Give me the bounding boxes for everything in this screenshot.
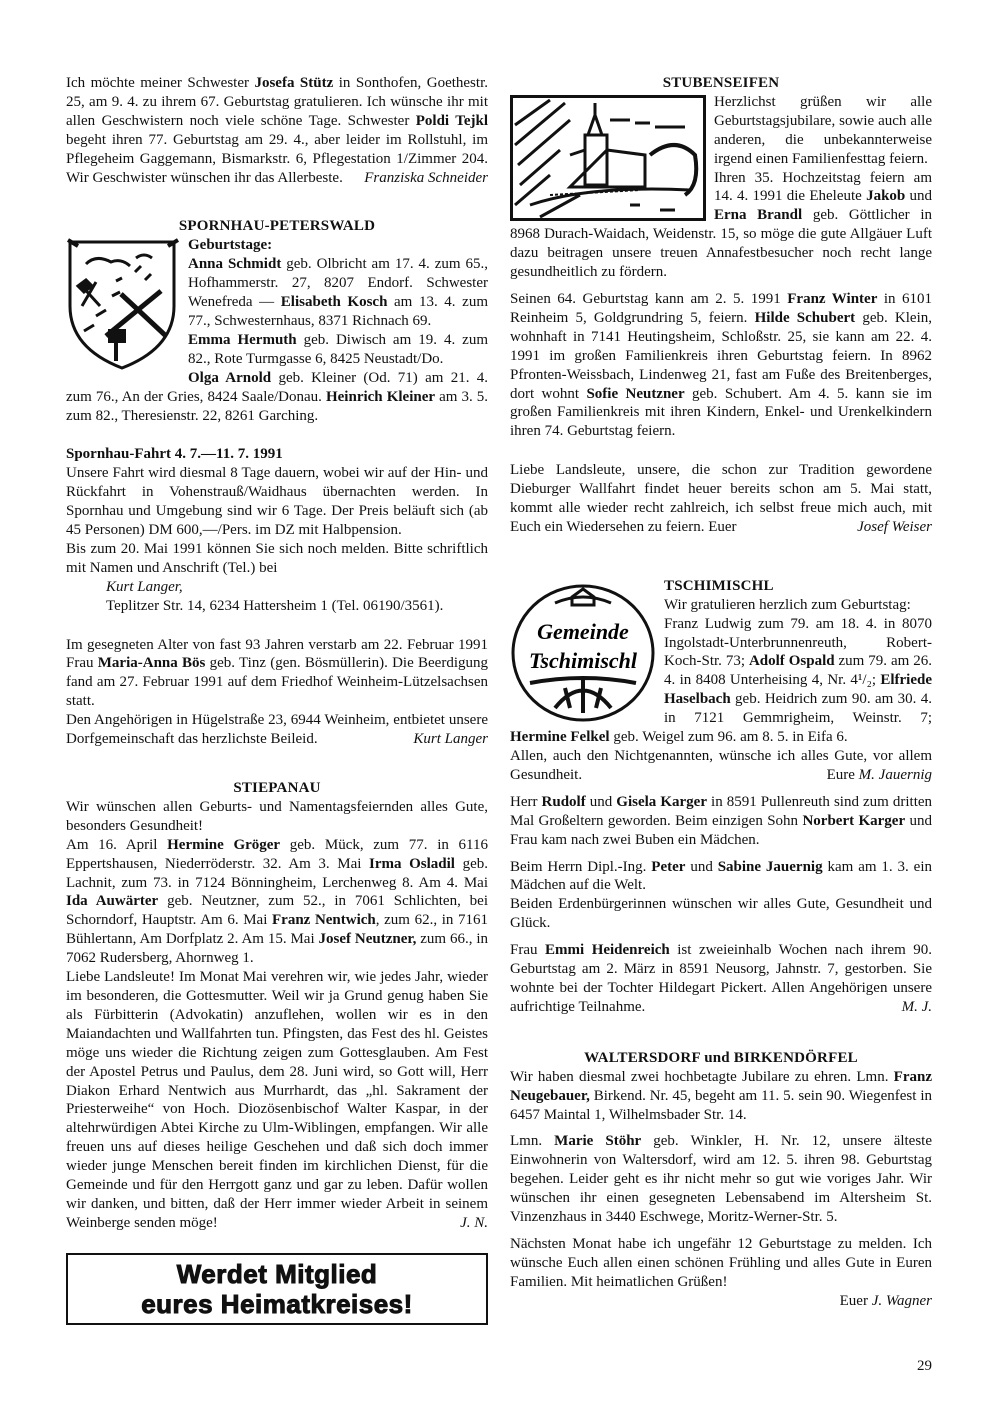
- section-heading-stubenseifen: STUBENSEIFEN: [662, 75, 780, 91]
- person-name: Heinrich Kleiner: [325, 388, 436, 405]
- municipal-stamp-image: [510, 583, 656, 723]
- obituary-paragraph: [66, 636, 488, 712]
- text: geb. Neutzner, zum 52., in 7061 Schlichten, bei Schorndorf, Hauptstr. Am 6. Mai: [66, 893, 489, 929]
- signature: Josef Weiser: [857, 518, 932, 535]
- tschimischl-paragraph: [510, 747, 932, 785]
- text: geb. Winkler, H. Nr. 12, unsere älteste Einwohnerin von Waltersdorf, wird am 12. 5. ihren 98. Geburtstag begehen. Leider geht es ihr nicht mehr so gut wie voriges Jahr. Wir wünschen ihr einen gesegneten Lebensabend im Altersheim St. Vinzenzhaus in 3440 Eschwege, Moritz-Werner-Str. 5.: [510, 1133, 933, 1226]
- shield-icon: [66, 236, 180, 371]
- text: Ihren 35. Hochzeitstag feiern am 14. 4. 1991 die Eheleute: [714, 169, 932, 205]
- section-heading-stiepanau: STIEPANAU: [233, 780, 321, 796]
- left-column: [66, 74, 488, 1325]
- right-column: [510, 74, 932, 1311]
- text: und: [905, 188, 933, 205]
- text: am 3. 5. zum 82., Theresienstr. 22, 8261 Garching.: [66, 388, 488, 424]
- person-name: Marie Stöhr: [554, 1133, 642, 1150]
- text: geb. Lachnit, zum 73. in 7124 Bönningheim, Lerchenweg 8. Am 4. Mai: [66, 855, 488, 891]
- signature-prefix: Euer: [839, 1292, 872, 1309]
- stamp-icon: [510, 583, 656, 723]
- tschimischl-paragraph: [510, 858, 932, 896]
- text: Seinen 64. Geburtstag kann am 2. 5. 1991: [510, 290, 788, 307]
- person-name: Norbert Karger: [802, 812, 906, 829]
- contact-address: Teplitzer Str. 14, 6234 Hattersheim 1 (Tel. 06190/3561).: [106, 597, 444, 614]
- text: geb. Schubert. Am 4. 5. kann sie im großen Familienkreis mit ihren Kindern, Enkel- und Urenkelkindern ihren 74. Geburtstag feiern.: [510, 385, 933, 440]
- text: kam am 1. 3. ein Mädchen auf die Welt.: [510, 858, 932, 894]
- signature: M. J.: [901, 998, 932, 1015]
- text: Beim Herrn Dipl.-Ing.: [510, 858, 652, 875]
- person-name: Gisela Karger: [616, 793, 707, 810]
- text: Birkend. Nr. 45, begeht am 11. 5. sein 90. Wiegenfest in 6457 Maintal 1, Wilhelmsbader Str. 14.: [510, 1087, 932, 1123]
- signature: J. N.: [460, 1214, 488, 1231]
- church-icon: [510, 95, 706, 221]
- stubenseifen-paragraph: [510, 461, 932, 537]
- person-name: Josef Neutzner,: [318, 931, 417, 948]
- person-name: Rudolf: [541, 793, 586, 810]
- text: Herr: [510, 793, 542, 810]
- person-name: Sabine Jauernig: [717, 858, 823, 875]
- text: und Frau kam nach zwei Buben ein Mädchen.: [510, 812, 933, 848]
- trip-paragraph: Unsere Fahrt wird diesmal 8 Tage dauern, wobei wir auf der Hin- und Rückfahrt in Vohenstrauß/Waidhaus übernachten werden. In Spornhau und Umgebung sind wir 6 Tage. Der Preis beläuft sich (ab 45 Personen) DM 600,—/Pers. im DZ mit Halbpension.: [66, 465, 488, 539]
- text: zum 66., in 7062 Rudersberg, Ahornweg 1.: [66, 931, 488, 967]
- coat-of-arms-image: [66, 236, 180, 371]
- text: begeht ihren 77. Geburtstag am 29. 4., aber leider im Rollstuhl, im Pflegeheim Gaggemann, Bismarkstr. 6, Pflegestation 1/Zimmer 204. Wir Geschwister wünschen ihr das Allerbeste.: [66, 131, 488, 186]
- section-heading-spornhau: SPORNHAU-PETERSWALD: [178, 218, 376, 235]
- birthday-paragraph: [66, 369, 488, 426]
- ad-line-2: eures Heimatkreises!: [141, 1288, 413, 1319]
- person-name: Maria-Anna Bös: [97, 655, 206, 672]
- text: geb. Kleiner (Od. 71) am 21. 4. zum 76., An der Gries, 8424 Saale/Donau.: [66, 369, 488, 405]
- text: , zum 62., in 7161 Bühlertann, Am Dorfplatz 2. Am 15. Mai: [66, 912, 488, 948]
- page-number: 29: [917, 1358, 932, 1374]
- text: geb. Tinz (gen. Bösmüllerin). Die Beerdigung fand am 27. Februar 1991 auf dem Friedhof Weinheim-Lützelsachsen statt.: [66, 655, 488, 710]
- text: Franz Ludwig zum 79. am 18. 4. in 8070 Ingolstadt-Unterbrunnenreuth, Robert-Koch-Str. 73;: [664, 615, 932, 670]
- subheading-birthdays: Geburtstage:: [188, 237, 273, 254]
- waltersdorf-paragraph: Nächsten Monat habe ich ungefähr 12 Geburtstage zu melden. Ich wünsche Euch allen einen schönen Frühling und alles Gute in Euren Familien. Mit heimatlichen Grüßen!: [510, 1235, 932, 1290]
- person-name: Poldi Tejkl: [415, 112, 489, 129]
- obituary-paragraph: [66, 711, 488, 749]
- person-name: Hermine Felkel: [510, 729, 610, 746]
- section-heading-tschimischl: TSCHIMISCHL: [664, 577, 774, 594]
- person-name: Peter: [651, 858, 686, 875]
- person-name: Irma Osladil: [369, 855, 455, 872]
- signature-name: M. Jauernig: [858, 766, 932, 783]
- tschimischl-paragraph: [510, 793, 932, 850]
- person-name: Anna Schmidt: [188, 256, 282, 273]
- text: Liebe Landsleute, unsere, die schon zur Tradition gewordene Dieburger Wallfahrt findet heuer bereits schon am 5. Mai statt, kommt alle wieder recht zahlreich, ich selbst freue mich auch, mit Euch ein Wiedersehen zu feiern. Euer: [510, 462, 932, 535]
- text: geb. Mück, zum 77. in 6116 Eppertshausen, Niederröderstr. 32. Am 3. Mai: [66, 836, 488, 872]
- contact-name: Kurt Langer,: [106, 578, 183, 595]
- person-name: Franz Nentwich: [272, 912, 376, 929]
- text: Liebe Landsleute! Im Monat Mai verehren wir, wie jedes Jahr, wieder im besonderen, die Gottesmutter. Weil wir ja Grund genug haben Sie als Fürbitterin (Advokatin) anzuflehen, wollen wir es in den Maiandachten und Wallfahrten tun. Pfingsten, das Fest des hl. Geistes möge uns wieder die Richtung zeigen zum Gottesglauben. Am Fest der Apostel Petrus und Paulus, dem 28. Juni wird, so Gott will, Herr Diakon Erhard Nentwich aus Murrhardt, das „hl. Sakrament der Priesterweihe“ von Hoch. Diozösenbischof Walter Kaspar, in der altehrwürdigen Abtei Kirche zu Ulm-Wiblingen, empfangen. Wir alle freuen uns auf dieses heilige Geschehen und daß sich doch immer wieder junge Menschen bereit finden im kirchlichen Dienst, für die Gemeinde und für den Herrgott ganz und gar zu leben. Dafür wollen wir danken, und bitten, daß der Herr immer wieder Arbeit in seinem Weinberge senden möge!: [66, 969, 488, 1231]
- stubenseifen-paragraph: [510, 290, 932, 441]
- text: Allen, auch den Nichtgenannten, wünsche ich alles Gute, vor allem Gesundheit.: [510, 748, 932, 783]
- person-name: Erna Brandl: [714, 207, 803, 224]
- text: geb. Olbricht am 17. 4. zum 65., Hofhammerstr. 27, 8207 Endorf. Schwester Wenefreda —: [188, 256, 489, 311]
- text: Am 16. April: [66, 836, 168, 853]
- letter-paragraph: [66, 74, 488, 187]
- text: geb. Klein, wohnhaft in 7141 Heutingsheim, Schloßstr. 25, sie kann am 22. 4. 1991 im großen Familienkreis ihren Geburtstag feiern. In 8962 Pfronten-Weissbach, Lindenweg 21, fast am Fuße des Breitenberges, dort wohnt: [510, 309, 933, 402]
- text: Frau: [510, 942, 546, 959]
- tschimischl-section: [510, 577, 932, 1017]
- text: geb. Weigel zum 96. am 8. 5. in Eifa 6.: [609, 729, 848, 746]
- text: am 13. 4. zum 77., Schwesternhaus, 8371 Richnach 69.: [188, 294, 488, 329]
- text: in 8591 Pullenreuth sind zum dritten Mal Großeltern geworden. Beim einzigen Sohn: [510, 793, 933, 829]
- stiepanau-paragraph: [66, 968, 488, 1233]
- stamp-text-line-2: Tschimischl: [529, 647, 637, 673]
- person-name: Hermine Gröger: [167, 836, 281, 853]
- person-name: Elisabeth Kosch: [280, 294, 388, 311]
- signature-prefix: Eure: [826, 766, 859, 783]
- stubenseifen-paragraph: Herzlichst grüßen wir alle Geburtstagsjubilare, sowie auch alle anderen, die unbekannterweise irgend einen Familienfesttag feiern.: [714, 93, 932, 167]
- person-name: Elfriede Haselbach: [664, 672, 932, 708]
- church-drawing-image: [510, 95, 706, 221]
- person-name: Franz Winter: [787, 290, 878, 307]
- signature: [827, 766, 932, 785]
- text: und: [585, 793, 617, 810]
- text: in 6101 Reinheim 5, Goldgrundring 5, feiern.: [510, 290, 932, 326]
- person-name: Franz Neugebauer,: [510, 1068, 932, 1104]
- signature-name: J. Wagner: [871, 1292, 932, 1309]
- text: in Sonthofen, Goethestr. 25, am 9. 4. zu ihrem 67. Geburtstag gratulieren. Ich wünsche ihr mit allen Geschwistern noch viele schöne Tage. Schwester: [66, 75, 488, 129]
- person-name: Adolf Ospald: [748, 653, 835, 670]
- trip-title: Spornhau-Fahrt 4. 7.—11. 7. 1991: [66, 446, 283, 463]
- stiepanau-paragraph: [66, 836, 488, 968]
- waltersdorf-paragraph: [510, 1068, 932, 1125]
- signature: Kurt Langer: [413, 731, 488, 748]
- text: Den Angehörigen in Hügelstraße 23, 6944 Weinheim, entbietet unsere Dorfgemeinschaft das herzlichste Beileid.: [66, 712, 488, 748]
- text: Lmn.: [510, 1133, 555, 1150]
- section-heading-waltersdorf: WALTERSDORF und BIRKENDÖRFEL: [584, 1049, 858, 1066]
- person-name: Emmi Heidenreich: [545, 942, 670, 959]
- stamp-text-line-1: Gemeinde: [537, 618, 629, 644]
- text: geb. Heidrich zum 90. am 30. 4. in 7121 Gemmrigheim, Weinstr. 7;: [664, 691, 932, 727]
- ad-line-1: Werdet Mitglied: [176, 1258, 378, 1289]
- text: Wir haben diesmal zwei hochbetagte Jubilare zu ehren. Lmn.: [510, 1068, 894, 1085]
- person-name: Olga Arnold: [188, 369, 272, 386]
- text: geb. Diwisch am 19. 4. zum 82., Rote Turmgasse 6, 8425 Neustadt/Do.: [188, 331, 488, 367]
- person-name: Ida Auwärter: [66, 893, 159, 910]
- waltersdorf-paragraph: [510, 1132, 932, 1227]
- text: geb. Göttlicher in 8968 Durach-Waidach, Weidenstr. 15, so möge die gute Allgäuer Luft dazu beitragen unsere treuen Annafestbesucher noch recht lange gesundheitlich zu fördern.: [510, 207, 932, 281]
- text: und: [685, 858, 718, 875]
- text: zum 79. am 26. 4. in 8408 Unterheising 4, Nr. 4¹/₂;: [664, 653, 932, 689]
- person-name: Hilde Schubert: [754, 309, 856, 326]
- text: ist zweieinhalb Wochen nach ihrem 90. Geburtstag am 2. März in 8591 Neusorg, Jahnstr. 7, gestorben. Sie wohnte bei der Tochter Hildegart Pickert. Allen Angehörigen unsere aufrichtige Teilnahme.: [510, 942, 933, 1015]
- person-name: Jakob: [866, 188, 906, 205]
- signature-line: [510, 1292, 932, 1311]
- membership-ad-box: [66, 1253, 488, 1325]
- tschimischl-paragraph: Wir gratulieren herzlich zum Geburtstag:: [664, 596, 911, 613]
- signature: Franziska Schneider: [364, 169, 488, 186]
- trip-paragraph: Bis zum 20. Mai 1991 können Sie sich noch melden. Bitte schriftlich mit Namen und Anschrift (Tel.) bei: [66, 540, 488, 576]
- text: Ich möchte meiner Schwester: [66, 75, 255, 91]
- stiepanau-paragraph: Wir wünschen allen Geburts- und Namentagsfeiernden alles Gute, besonders Gesundheit!: [66, 798, 488, 834]
- text: Im gesegneten Alter von fast 93 Jahren verstarb am 22. Februar 1991 Frau: [66, 636, 488, 672]
- person-name: Sofie Neutzner: [586, 385, 685, 402]
- tschimischl-paragraph: [510, 941, 932, 1017]
- person-name: Josefa Stütz: [254, 75, 334, 91]
- person-name: Emma Hermuth: [188, 331, 297, 348]
- tschimischl-paragraph: Beiden Erdenbürgerinnen wünschen wir alles Gute, Gesundheit und Glück.: [510, 896, 932, 932]
